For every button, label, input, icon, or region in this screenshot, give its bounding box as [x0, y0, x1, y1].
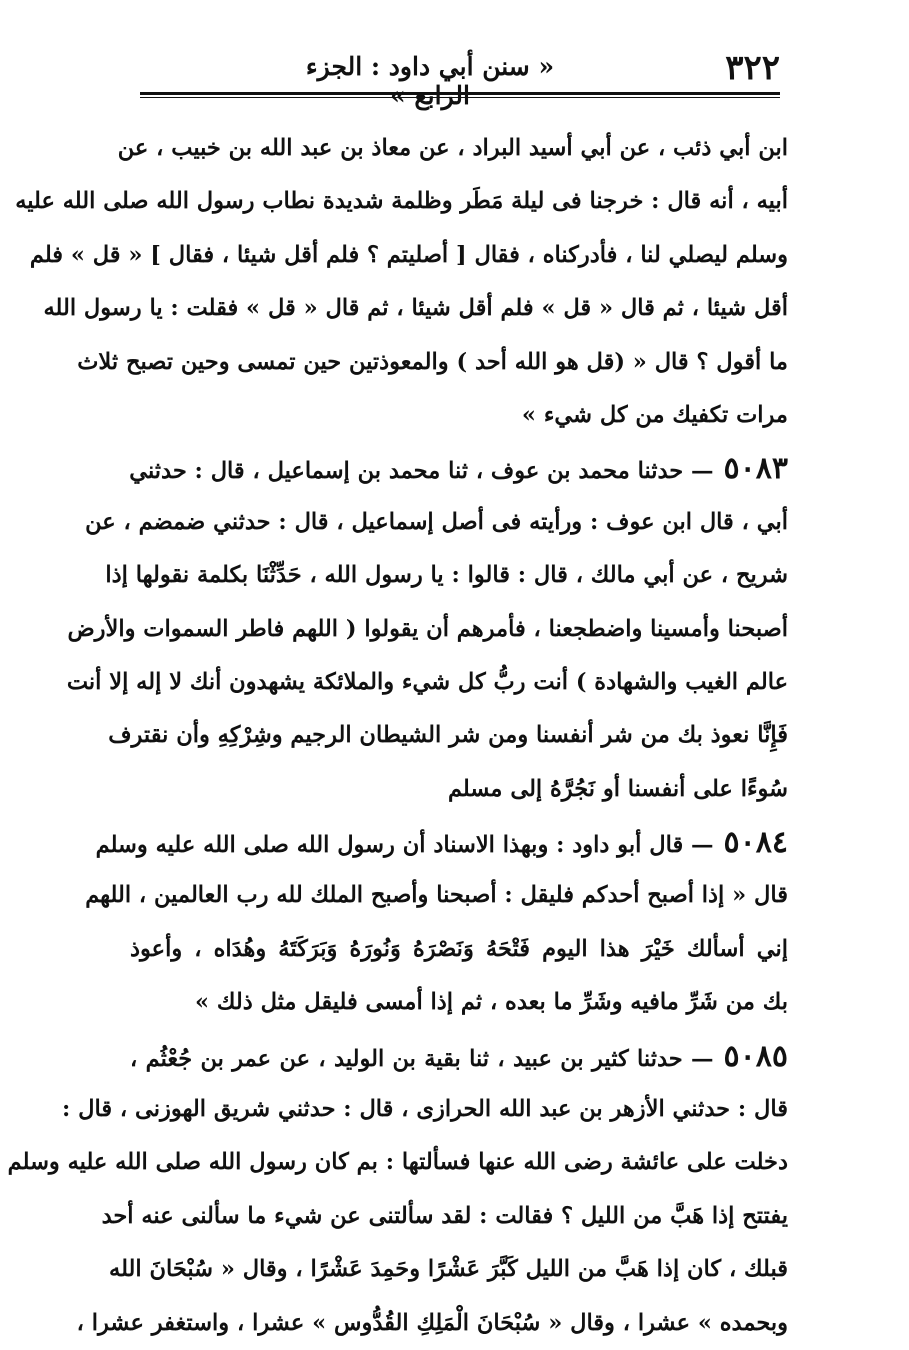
text-line: [109, 1243, 788, 1296]
line-text: شريح ، عن أبي مالك ، قال : قالوا : يا رسول الله ، حَدِّثْنَا بكلمة نقولها إذا: [105, 562, 788, 589]
hadith-number: ٥٠٨٣: [723, 451, 788, 487]
text-line: [76, 1297, 788, 1350]
page-header: [140, 42, 780, 110]
line-text: ما أقول ؟ قال « (قل هو الله أحد ) والمعوذتين حين تمسى وحين تصبح ثلاث: [77, 348, 788, 375]
text-line: [43, 282, 788, 335]
hadith-number: ٥٠٨٤: [723, 825, 788, 861]
line-text: مرات تكفيك من كل شيء »: [521, 401, 788, 428]
line-text: سُوءًا على أنفسنا أو نَجُرَّهُ إلى مسلم: [447, 775, 788, 802]
hadith-number: ٥٠٨٥: [723, 1038, 788, 1074]
line-text: أقل شيئا ، ثم قال « قل » فلم أقل شيئا ، ثم قال « قل » فقلت : يا رسول الله: [43, 295, 788, 322]
text-line: [130, 763, 788, 816]
text-line: [15, 175, 788, 228]
line-text: وسلم ليصلي لنا ، فأدركناه ، فقال [ أصليتم ؟ فلم أقل شيئا ، فقال ] « قل » فلم: [29, 241, 788, 268]
line-text: ابن أبي ذئب ، عن أبي أسيد البراد ، عن معاذ بن عبد الله بن خبيب ، عن: [117, 135, 788, 161]
body-text: [7, 122, 788, 1350]
line-text: أصبحنا وأمسينا واضطجعنا ، فأمرهم أن يقولوا ( اللهم فاطر السموات والأرض: [67, 615, 788, 642]
text-line: [108, 709, 788, 762]
line-text: قال « إذا أصبح أحدكم فليقل : أصبحنا وأصبح الملك لله رب العالمين ، اللهم: [85, 882, 788, 909]
text-line: [101, 1190, 788, 1243]
text-line: [77, 336, 788, 389]
text-line: [61, 1083, 788, 1136]
line-text: فَإِنَّا نعوذ بك من شر أنفسنا ومن شر الشيطان الرجيم وشِرْكِهِ وأن نقترف: [108, 722, 788, 749]
line-text: أبي ، قال ابن عوف : ورأيته فى أصل إسماعيل ، قال : حدثني ضمضم ، عن: [85, 508, 788, 535]
text-line: [95, 816, 788, 869]
text-line: [85, 869, 788, 922]
text-line: [130, 976, 788, 1029]
text-line: [130, 923, 788, 976]
text-line: [7, 1136, 788, 1189]
text-line: [130, 389, 788, 442]
text-line: [66, 656, 788, 709]
line-text: — حدثنا كثير بن عبيد ، ثنا بقية بن الوليد ، عن عمر بن جُعْثُم ،: [130, 1045, 714, 1072]
line-text: بك من شَرِّ مافيه وشَرِّ ما بعده ، ثم إذا أمسى فليقل مثل ذلك »: [195, 989, 788, 1016]
text-line: [105, 549, 788, 602]
page-number: ٣٢٢: [725, 48, 780, 88]
line-text: عالم الغيب والشهادة ) أنت ربُّ كل شيء والملائكة يشهدون أنك لا إله إلا أنت: [66, 668, 788, 695]
line-text: دخلت على عائشة رضى الله عنها فسألتها : بم كان رسول الله صلى الله عليه وسلم: [7, 1149, 788, 1176]
line-text: إني أسألك خَيْرَ هذا اليوم فَتْحَهُ وَنَصْرَهُ وَنُورَهُ وَبَرَكَتَهُ وهُدَاه ، وأعوذ: [130, 935, 788, 962]
header-rule: [140, 92, 780, 95]
line-text: قال : حدثني الأزهر بن عبد الله الحرازى ، قال : حدثني شريق الهوزنى ، قال :: [61, 1096, 788, 1123]
text-line: [67, 603, 788, 656]
text-line: [117, 122, 788, 175]
line-text: أبيه ، أنه قال : خرجنا فى ليلة مَطَر وظلمة شديدة نطاب رسول الله صلى الله عليه: [15, 188, 788, 215]
header-rule-thin: [140, 97, 780, 98]
line-text: — قال أبو داود : وبهذا الاسناد أن رسول الله صلى الله عليه وسلم: [95, 832, 714, 859]
text-line: [85, 496, 788, 549]
text-line: [130, 1030, 788, 1083]
text-line: [130, 442, 788, 495]
line-text: — حدثنا محمد بن عوف ، ثنا محمد بن إسماعيل ، قال : حدثني: [129, 458, 714, 485]
text-line: [29, 229, 788, 282]
line-text: وبحمده » عشرا ، وقال « سُبْحَانَ الْمَلِكِ القُدُّوس » عشرا ، واستغفر عشرا ،: [76, 1309, 788, 1336]
line-text: يفتتح إذا هَبَّ من الليل ؟ فقالت : لقد سألتنى عن شيء ما سألنى عنه أحد: [101, 1202, 788, 1229]
running-title: « سنن أبي داود : الجزء الرابع »: [305, 52, 555, 110]
line-text: قبلك ، كان إذا هَبَّ من الليل كَبَّرَ عَشْرًا وحَمِدَ عَشْرًا ، وقال « سُبْحَانَ الله: [109, 1256, 788, 1283]
